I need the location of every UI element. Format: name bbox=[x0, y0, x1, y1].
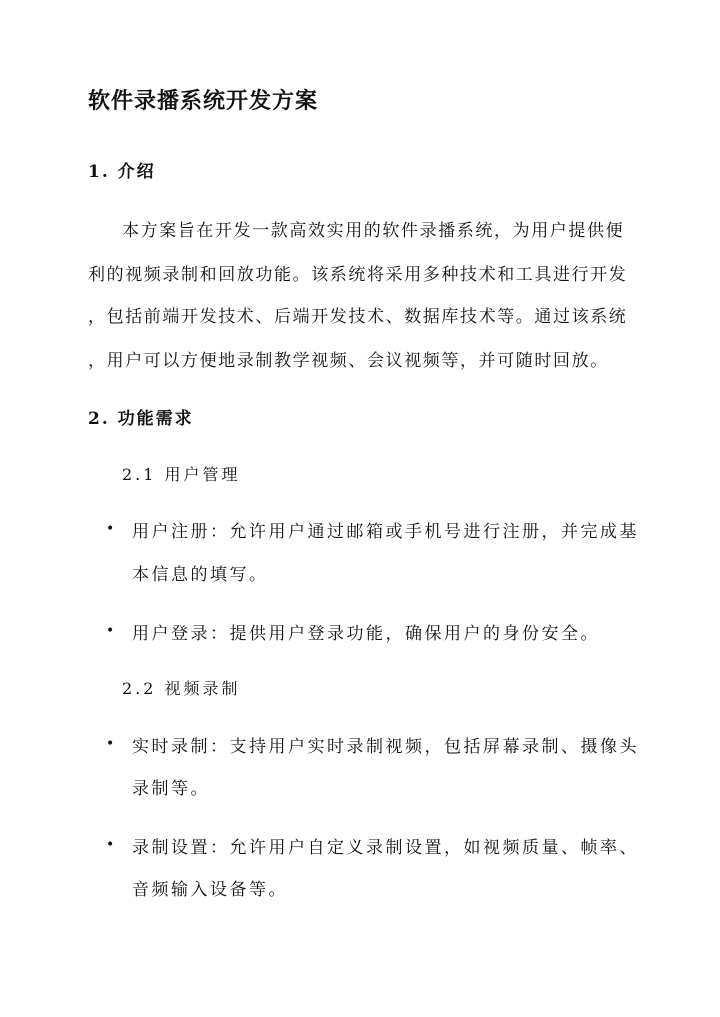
list-item-line: 实时录制：支持用户实时录制视频，包括屏幕录制、摄像头 bbox=[132, 737, 639, 757]
bullet-icon: • bbox=[106, 736, 115, 752]
intro-paragraph-line: ，用户可以方便地录制教学视频、会议视频等，并可随时回放。 bbox=[88, 351, 609, 371]
list-item-line: 本信息的填写。 bbox=[132, 565, 269, 585]
intro-paragraph-line: ，包括前端开发技术、后端开发技术、数据库技术等。通过该系统 bbox=[88, 307, 628, 327]
list-item-line: 用户登录：提供用户登录功能，确保用户的身份安全。 bbox=[132, 624, 600, 644]
list-item-line: 录制设置：允许用户自定义录制设置，如视频质量、帧率、 bbox=[132, 838, 639, 858]
document-title: 软件录播系统开发方案 bbox=[88, 88, 319, 114]
list-item-line: 录制等。 bbox=[132, 779, 210, 799]
intro-paragraph-line: 本方案旨在开发一款高效实用的软件录播系统，为用户提供便 bbox=[122, 221, 625, 241]
section-heading-requirements: 2. 功能需求 bbox=[88, 409, 194, 429]
intro-paragraph-line: 利的视频录制和回放功能。该系统将采用多种技术和工具进行开发 bbox=[88, 265, 628, 285]
bullet-icon: • bbox=[106, 521, 115, 537]
subsection-heading-video-recording: 2.2 视频录制 bbox=[122, 679, 241, 698]
section-heading-intro: 1. 介绍 bbox=[88, 162, 156, 182]
bullet-icon: • bbox=[106, 623, 115, 639]
bullet-icon: • bbox=[106, 837, 115, 853]
list-item-line: 音频输入设备等。 bbox=[132, 880, 288, 900]
list-item-line: 用户注册：允许用户通过邮箱或手机号进行注册，并完成基 bbox=[132, 522, 639, 542]
subsection-heading-user-management: 2.1 用户管理 bbox=[122, 465, 241, 484]
